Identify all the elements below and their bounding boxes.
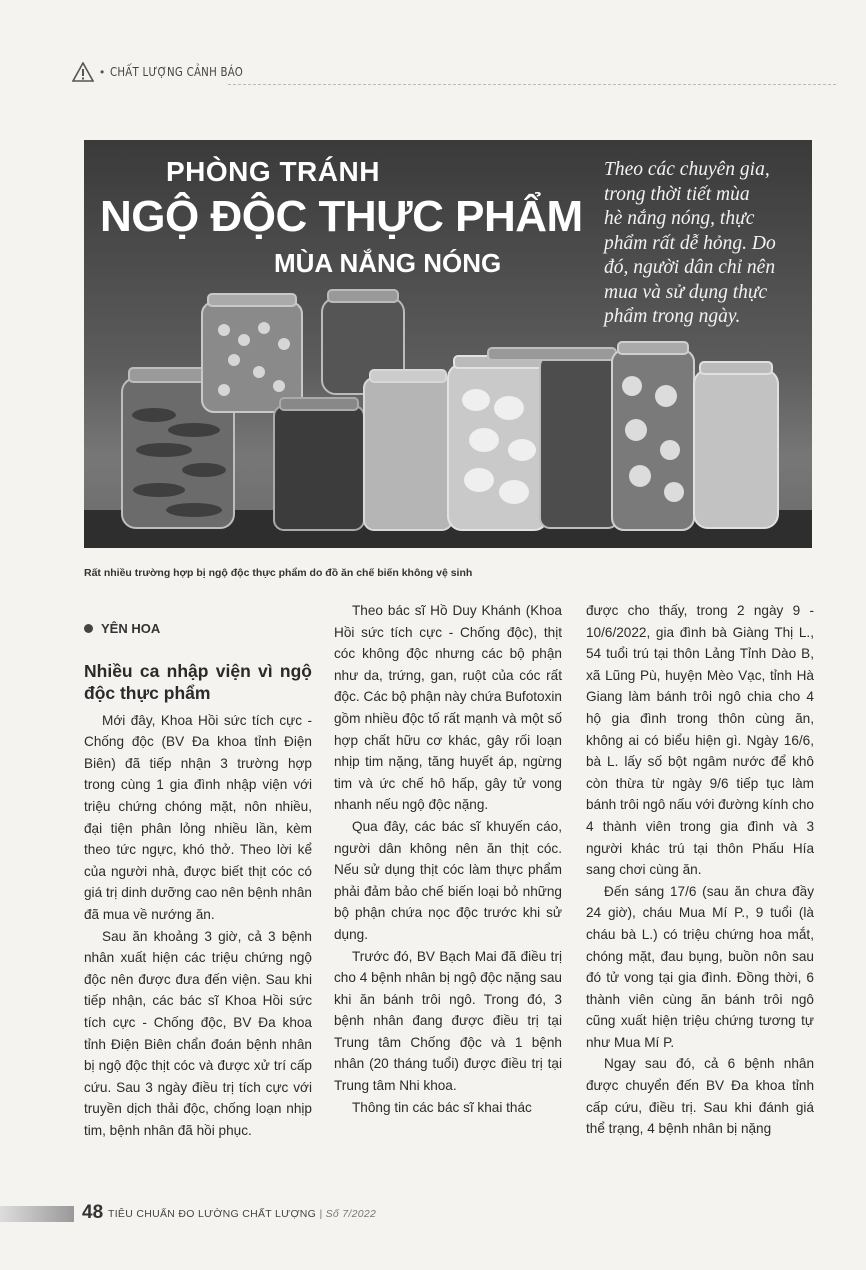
hero-title-line2: NGỘ ĐỘC THỰC PHẨM (100, 192, 583, 241)
article-column-1 (84, 600, 312, 1141)
hero-title-line3: MÙA NẮNG NÓNG (274, 248, 502, 278)
article-column-3 (586, 600, 814, 1140)
paragraph: Mới đây, Khoa Hồi sức tích cực - Chống độc (BV Đa khoa tỉnh Điện Biên) đã tiếp nhận 3 trường hợp trong cùng 1 gia đình nhập viện với triệu chứng chóng mặt, nôn nhiều, đại tiện phân lỏng nhiều lần, kèm theo tức ngực, khó thở. Theo lời kể của người nhà, được biết thịt cóc có giá trị dinh dưỡng cao nên bệnh nhân đã mua về nướng ăn. (84, 712, 312, 922)
magazine-title: TIÊU CHUẨN ĐO LƯỜNG CHẤT LƯỢNG (108, 1208, 317, 1220)
author-byline (84, 618, 312, 640)
quote-line: Theo các chuyên gia, (604, 159, 770, 180)
author-name: YÊN HOA (101, 621, 161, 636)
page-number: 48 (82, 1202, 104, 1223)
bullet-icon (84, 624, 93, 633)
section-header (72, 62, 267, 82)
footer-gradient-bar (0, 1206, 74, 1222)
page-footer (0, 1200, 866, 1230)
paragraph: được cho thấy, trong 2 ngày 9 - 10/6/2022, gia đình bà Giàng Thị L., 54 tuổi trú tại thôn Lảng Tỉnh Dào B, xã Lũng Pù, huyện Mèo Vạc, tỉnh Hà Giang làm bánh trôi ngô chia cho 4 hộ gia đình trong thôn cùng ăn, không ai có biểu hiện gì. Ngày 16/6, bà L. lấy số bột ngâm nước để khô còn thừa từ ngày 9/6 tiếp tục làm bánh trôi ngô nấu với đường kính cho 4 thành viên trong gia đình và 3 người khác trú tại thôn Phấu Hía sang chơi cùng ăn. (586, 603, 814, 878)
paragraph: Trước đó, BV Bạch Mai đã điều trị cho 4 bệnh nhân bị ngộ độc nặng sau khi ăn bánh trôi ngô. Trong đó, 3 bệnh nhân đang được điều trị tại Trung tâm Chống độc và 1 bệnh nhân (20 tháng tuổi) được điều trị tại Trung tâm Nhi khoa. (334, 948, 562, 1094)
issue-number: | Số 7/2022 (319, 1208, 377, 1220)
quote-line: phẩm rất dễ hỏng. Do (604, 232, 776, 254)
bullet-dot: • (100, 65, 105, 79)
jar-fruits (612, 342, 694, 530)
jar-dark (274, 398, 364, 530)
paragraph: Qua đây, các bác sĩ khuyến cáo, người dân không nên ăn thịt cóc. Nếu sử dụng thịt cóc làm thực phẩm phải đảm bảo chế biến loại bỏ những bộ phận chứa nọc độc trước khi sử dụng. (334, 818, 562, 942)
quote-line: đó, người dân chỉ nên (604, 257, 776, 278)
header-divider (228, 84, 836, 85)
image-caption: Rất nhiều trường hợp bị ngộ độc thực phẩm do đồ ăn chế biến không vệ sinh (84, 567, 473, 579)
paragraph: Đến sáng 17/6 (sau ăn chưa đầy 24 giờ), cháu Mua Mí P., 9 tuổi (là cháu bà L.) có triệu chứng hoa mắt, chóng mặt, đau bụng, buồn nôn sau đó tử vong tại gia đình. Đồng thời, 6 thành viên cùng ăn bánh trôi ngô cũng xuất hiện triệu chứng tương tự như Mua Mí P. (586, 883, 814, 1050)
section-title: CHẤT LƯỢNG CẢNH BÁO (110, 65, 244, 79)
quote-line: trong thời tiết mùa (604, 183, 750, 205)
quote-line: phẩm trong ngày. (604, 306, 741, 327)
quote-line: mua và sử dụng thực (604, 281, 768, 303)
quote-line: hè nắng nóng, thực (604, 208, 755, 229)
jar-beans (202, 294, 302, 412)
paragraph: Ngay sau đó, cả 6 bệnh nhân được chuyển đến BV Đa khoa tỉnh cấp cứu, điều trị. Sau khi đánh giá thể trạng, 4 bệnh nhân bị nặng (586, 1056, 814, 1137)
hero-image (84, 140, 812, 548)
paragraph: Thông tin các bác sĩ khai thác (352, 1099, 532, 1115)
jar-strips (694, 362, 778, 528)
article-column-2 (334, 600, 562, 1118)
paragraph: Theo bác sĩ Hồ Duy Khánh (Khoa Hồi sức tích cực - Chống độc), thịt cóc không độc nhưng các bộ phận như da, trứng, gan, ruột của cóc rất độc. Các bộ phận này chứa Bufotoxin gồm nhiều độc tố rất mạnh và một số hợp chất hữu cơ khác, gây rối loạn nhịp tim nặng, tăng huyết áp, ngừng tim và ức chế hô hấp, gây tử vong nhanh nếu ngộ độc nặng. (334, 603, 562, 813)
hero-title-line1: PHÒNG TRÁNH (166, 156, 380, 187)
jar-shredded (364, 370, 452, 530)
magazine-name (108, 1208, 376, 1220)
paragraph: Sau ăn khoảng 3 giờ, cả 3 bệnh nhân xuất hiện các triệu chứng ngộ độc nên được đưa đến viện. Sau khi tiếp nhận, các bác sĩ Khoa Hồi sức tích cực - Chống độc, BV Đa khoa tỉnh Điện Biên chẩn đoán bệnh nhân bị ngộ độc thịt cóc và được xử trí cấp cứu. Sau 3 ngày điều trị tích cực với truyền dịch thải độc, chống loạn nhịp tim, bệnh nhân đã hồi phục. (84, 928, 312, 1138)
hero-quote (604, 158, 810, 330)
article-subheading: Nhiều ca nhập viện vì ngộ độc thực phẩm (84, 660, 312, 703)
warning-triangle-icon (72, 62, 94, 82)
